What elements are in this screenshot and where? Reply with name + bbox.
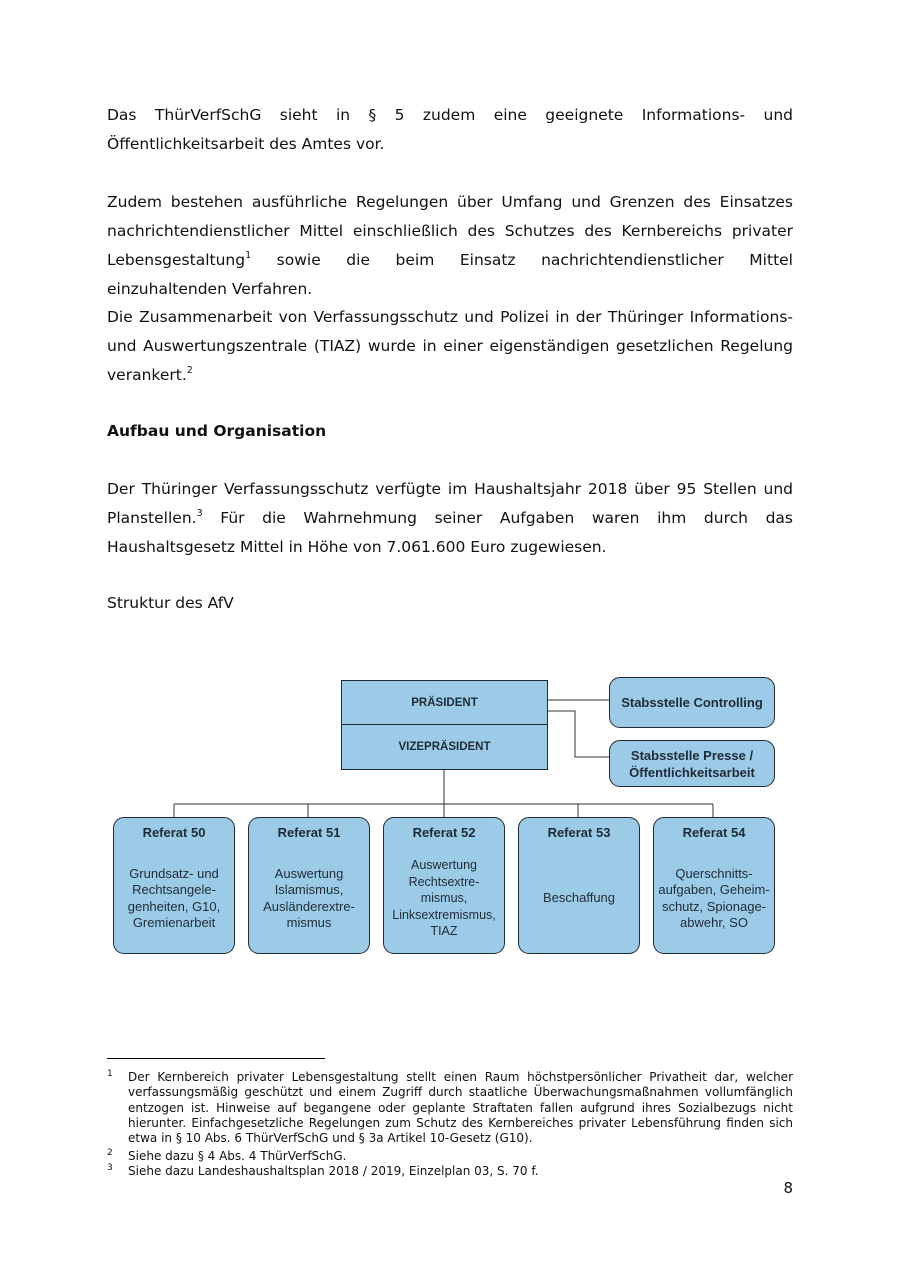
staff-press-label: Stabsstelle Presse / Öffentlichkeitsarbeit bbox=[629, 747, 755, 780]
department-box-ref50 bbox=[113, 817, 235, 954]
department-title: Referat 54 bbox=[682, 825, 746, 840]
department-title: Referat 52 bbox=[412, 825, 476, 840]
paragraph-text: Die Zusammenarbeit von Verfassungsschutz und Polizei in der Thüringer Informations- und Auswertungszentrale (TIAZ) wurde in einer eigenständigen gesetzlichen Regelung verankert. bbox=[107, 308, 793, 384]
footnote-2 bbox=[107, 1149, 793, 1164]
department-description: Auswertung Islamismus, Ausländerextre- mismus bbox=[263, 865, 355, 930]
vice-president-label: VIZEPRÄSIDENT bbox=[398, 741, 491, 753]
footnote-ref-1[interactable]: 1 bbox=[245, 249, 252, 261]
paragraph-text: Der Thüringer Verfassungsschutz verfügte im Haushaltsjahr 2018 über 95 Stellen und Planstellen. bbox=[107, 480, 793, 527]
department-box-ref52 bbox=[383, 817, 505, 954]
department-description: Grundsatz- und Rechtsangele- genheiten, G10, Gremienarbeit bbox=[127, 865, 221, 930]
footnote-separator bbox=[107, 1058, 325, 1059]
footnote-3 bbox=[107, 1164, 793, 1179]
department-box-ref51 bbox=[248, 817, 370, 954]
department-description: Beschaffung bbox=[542, 890, 616, 906]
department-title: Referat 53 bbox=[547, 825, 611, 840]
paragraph-text: Das ThürVerfSchG sieht in § 5 zudem eine geeignete Informations- und Öffentlichkeitsarbeit des Amtes vor. bbox=[107, 106, 793, 153]
department-title: Referat 51 bbox=[277, 825, 341, 840]
section-heading: Aufbau und Organisation bbox=[107, 422, 327, 440]
footnote-1 bbox=[107, 1070, 793, 1146]
paragraph-text: Zudem bestehen ausführliche Regelungen über Umfang und Grenzen des Einsatzes nachrichtendienstlicher Mittel einschließlich des Schutzes des Kernbereichs privater Lebensgestaltung bbox=[107, 193, 793, 269]
department-description: Querschnitts- aufgaben, Geheim- schutz, Spionage- abwehr, SO bbox=[658, 865, 770, 930]
paragraph-text: sowie die beim Einsatz nachrichtendienstlicher Mittel einzuhaltenden Verfahren. bbox=[107, 251, 793, 298]
staff-controlling-label: Stabsstelle Controlling bbox=[621, 695, 763, 710]
paragraph-budget bbox=[107, 475, 793, 562]
paragraph-intelligence-means bbox=[107, 188, 793, 304]
vice-president-box bbox=[341, 724, 548, 770]
department-box-ref54 bbox=[653, 817, 775, 954]
footnote-number: 1 bbox=[107, 1069, 113, 1079]
footnote-text: Siehe dazu § 4 Abs. 4 ThürVerfSchG. bbox=[128, 1149, 347, 1163]
staff-controlling-box bbox=[609, 677, 775, 728]
department-title: Referat 50 bbox=[142, 825, 206, 840]
department-description: Auswertung Rechtsextre- mismus, Linksextremismus, TIAZ bbox=[392, 858, 496, 939]
paragraph-text: Für die Wahrnehmung seiner Aufgaben waren ihm durch das Haushaltsgesetz Mittel in Höhe von 7.061.600 Euro zugewiesen. bbox=[107, 509, 793, 556]
footnote-text: Der Kernbereich privater Lebensgestaltung stellt einen Raum höchstpersönlicher Privatheit dar, welcher verfassungsmäßig geschützt und einem Zugriff durch staatliche Überwachungsmaßnahmen vollumfänglich entzogen ist. Hinweise auf begangene oder geplante Straftaten fallen aufgrund ihres Sozialbezugs nicht hierunter. Einfachgesetzliche Regelungen zum Schutz des Kernbereiches privater Lebensführung finden sich etwa in § 10 Abs. 6 ThürVerfSchG und § 3a Artikel 10-Gesetz (G10). bbox=[128, 1070, 793, 1146]
president-box bbox=[341, 680, 548, 725]
president-label: PRÄSIDENT bbox=[411, 696, 478, 709]
connector-press bbox=[547, 711, 609, 757]
page-number: 8 bbox=[783, 1179, 793, 1197]
paragraph-tiaz bbox=[107, 303, 793, 390]
footnote-number: 2 bbox=[107, 1148, 113, 1158]
footnote-text: Siehe dazu Landeshaushaltsplan 2018 / 2019, Einzelplan 03, S. 70 f. bbox=[128, 1164, 539, 1178]
footnote-number: 3 bbox=[107, 1163, 113, 1173]
footnote-ref-3[interactable]: 3 bbox=[196, 507, 203, 519]
org-chart bbox=[0, 660, 900, 970]
paragraph-public-relations bbox=[107, 101, 793, 159]
footnote-ref-2[interactable]: 2 bbox=[186, 364, 193, 376]
staff-press-box bbox=[609, 740, 775, 787]
org-chart-caption: Struktur des AfV bbox=[107, 594, 234, 612]
department-box-ref53 bbox=[518, 817, 640, 954]
